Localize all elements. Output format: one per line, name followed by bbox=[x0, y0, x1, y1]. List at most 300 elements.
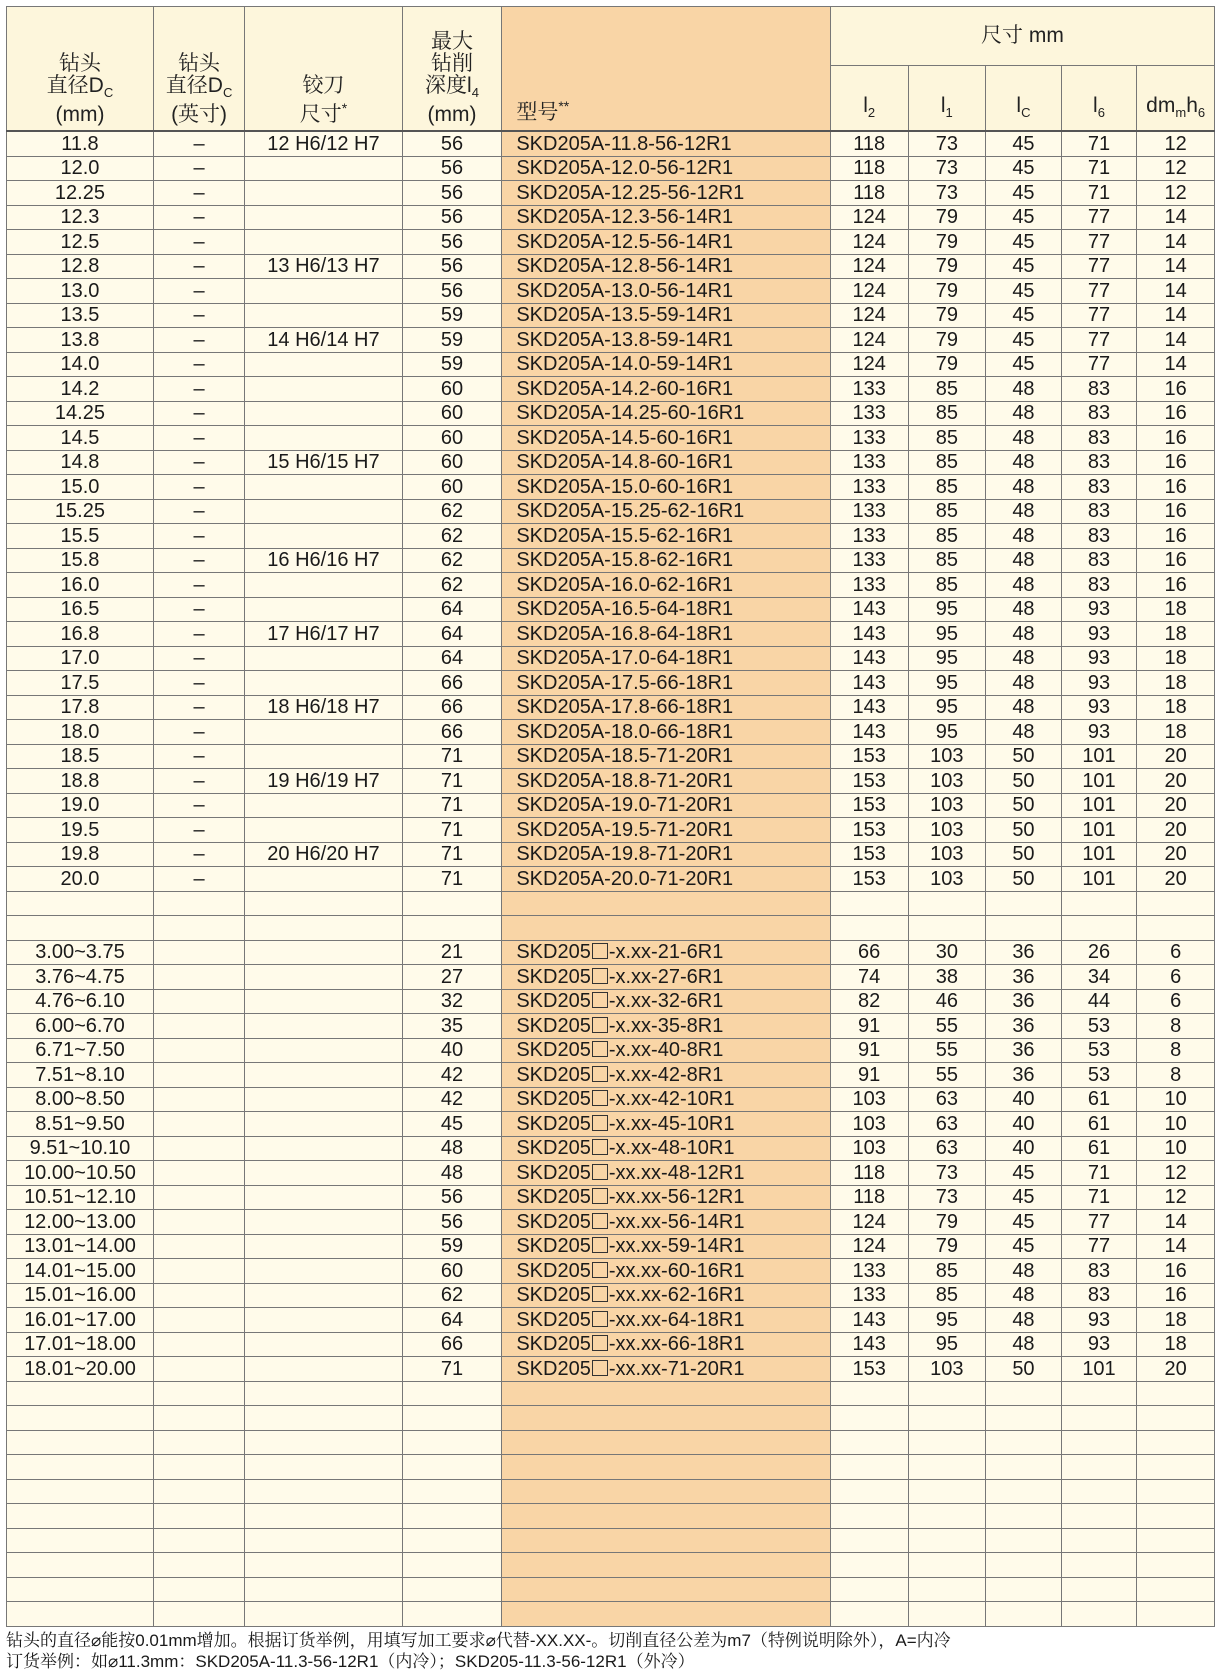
table-cell bbox=[245, 499, 402, 524]
table-cell: – bbox=[153, 426, 244, 451]
table-cell: 118 bbox=[830, 181, 908, 206]
table-cell bbox=[245, 671, 402, 696]
table-cell: 83 bbox=[1061, 450, 1137, 475]
table-cell bbox=[908, 1528, 986, 1553]
table-cell bbox=[245, 965, 402, 990]
table-cell bbox=[7, 1577, 154, 1602]
table-cell: 50 bbox=[986, 769, 1062, 794]
table-row bbox=[7, 597, 1215, 622]
table-cell: 17 H6/17 H7 bbox=[245, 622, 402, 647]
table-cell: 124 bbox=[830, 1210, 908, 1235]
table-cell bbox=[986, 891, 1062, 916]
table-cell: SKD205A-20.0-71-20R1 bbox=[502, 867, 831, 892]
table-cell bbox=[1061, 1504, 1137, 1529]
table-cell: 66 bbox=[402, 671, 502, 696]
table-cell: 14 bbox=[1137, 1234, 1215, 1259]
table-cell: 20 bbox=[1137, 769, 1215, 794]
table-cell: SKD205A-13.0-56-14R1 bbox=[502, 279, 831, 304]
table-cell: 93 bbox=[1061, 1308, 1137, 1333]
table-cell: 10 bbox=[1137, 1112, 1215, 1137]
table-cell bbox=[153, 1283, 244, 1308]
table-cell: 20 bbox=[1137, 744, 1215, 769]
empty-row bbox=[7, 891, 1215, 916]
table-cell bbox=[986, 1381, 1062, 1406]
table-cell bbox=[153, 1381, 244, 1406]
table-cell: 73 bbox=[908, 156, 986, 181]
table-cell: SKD205A-15.25-62-16R1 bbox=[502, 499, 831, 524]
table-cell: 17.01~18.00 bbox=[7, 1332, 154, 1357]
table-cell bbox=[1061, 1381, 1137, 1406]
table-cell: 56 bbox=[402, 230, 502, 255]
table-cell: 53 bbox=[1061, 1063, 1137, 1088]
table-cell: 62 bbox=[402, 524, 502, 549]
table-cell: 118 bbox=[830, 1161, 908, 1186]
table-cell: 133 bbox=[830, 475, 908, 500]
model-prefix: SKD205 bbox=[516, 965, 591, 988]
table-cell: 83 bbox=[1061, 377, 1137, 402]
placeholder-box-icon bbox=[592, 992, 608, 1008]
table-cell: 12.0 bbox=[7, 156, 154, 181]
table-cell: 40 bbox=[986, 1112, 1062, 1137]
table-cell: SKD205A-19.5-71-20R1 bbox=[502, 818, 831, 843]
table-cell bbox=[245, 1063, 402, 1088]
model-prefix: SKD205 bbox=[516, 941, 591, 964]
table-cell: 16 bbox=[1137, 450, 1215, 475]
table-cell bbox=[908, 1381, 986, 1406]
table-cell bbox=[153, 1210, 244, 1235]
header-text: (mm) bbox=[55, 103, 105, 126]
table-cell bbox=[1137, 1528, 1215, 1553]
table-cell: 13.01~14.00 bbox=[7, 1234, 154, 1259]
table-cell: 124 bbox=[830, 352, 908, 377]
table-cell: SKD205A-11.8-56-12R1 bbox=[502, 131, 831, 156]
table-cell bbox=[502, 1136, 831, 1161]
table-cell: 14 bbox=[1137, 230, 1215, 255]
table-cell bbox=[908, 1504, 986, 1529]
model-suffix: -x.xx-45-10R1 bbox=[608, 1112, 735, 1135]
empty-row bbox=[7, 1406, 1215, 1431]
table-cell: 79 bbox=[908, 1234, 986, 1259]
table-cell: 16 bbox=[1137, 573, 1215, 598]
table-cell: 83 bbox=[1061, 1259, 1137, 1284]
table-cell: – bbox=[153, 524, 244, 549]
table-cell: 12 bbox=[1137, 131, 1215, 156]
table-row bbox=[7, 573, 1215, 598]
table-cell: 77 bbox=[1061, 352, 1137, 377]
table-cell bbox=[908, 1430, 986, 1455]
table-cell bbox=[502, 1455, 831, 1480]
table-cell: 14 bbox=[1137, 1210, 1215, 1235]
table-cell bbox=[908, 891, 986, 916]
table-cell: 64 bbox=[402, 646, 502, 671]
table-row bbox=[7, 1210, 1215, 1235]
table-cell: 101 bbox=[1061, 818, 1137, 843]
header-star: * bbox=[341, 100, 348, 116]
placeholder-box-icon bbox=[592, 1164, 608, 1180]
table-cell bbox=[502, 916, 831, 941]
header-text: 钻削 bbox=[430, 51, 473, 75]
table-cell: 83 bbox=[1061, 548, 1137, 573]
table-cell: 64 bbox=[402, 597, 502, 622]
table-cell: – bbox=[153, 303, 244, 328]
model-prefix: SKD205 bbox=[516, 1088, 591, 1111]
table-cell bbox=[830, 1430, 908, 1455]
table-cell: 71 bbox=[402, 744, 502, 769]
table-cell: 45 bbox=[402, 1112, 502, 1137]
table-cell: 50 bbox=[986, 867, 1062, 892]
table-cell: 48 bbox=[986, 671, 1062, 696]
header-sub: C bbox=[1021, 105, 1031, 120]
table-cell bbox=[1137, 1406, 1215, 1431]
table-cell: 85 bbox=[908, 426, 986, 451]
table-cell: SKD205A-14.0-59-14R1 bbox=[502, 352, 831, 377]
table-cell: 133 bbox=[830, 377, 908, 402]
table-cell: 63 bbox=[908, 1112, 986, 1137]
table-cell bbox=[153, 1063, 244, 1088]
table-cell: 66 bbox=[402, 695, 502, 720]
table-cell: 50 bbox=[986, 818, 1062, 843]
table-row bbox=[7, 1283, 1215, 1308]
empty-row bbox=[7, 1577, 1215, 1602]
table-cell: 60 bbox=[402, 475, 502, 500]
table-row bbox=[7, 744, 1215, 769]
table-cell: 66 bbox=[402, 720, 502, 745]
model-prefix: SKD205 bbox=[516, 1284, 591, 1307]
table-cell bbox=[153, 1161, 244, 1186]
table-row bbox=[7, 965, 1215, 990]
header-drill-diameter-mm bbox=[7, 7, 154, 132]
table-cell bbox=[986, 1602, 1062, 1627]
table-cell bbox=[502, 1332, 831, 1357]
header-sub: 2 bbox=[867, 105, 876, 120]
table-cell: 77 bbox=[1061, 1210, 1137, 1235]
placeholder-box-icon bbox=[592, 1286, 608, 1302]
table-cell: 45 bbox=[986, 205, 1062, 230]
table-cell: 143 bbox=[830, 1332, 908, 1357]
model-suffix: -xx.xx-48-12R1 bbox=[608, 1161, 745, 1184]
table-cell bbox=[502, 989, 831, 1014]
table-cell: 103 bbox=[908, 744, 986, 769]
table-cell: 8 bbox=[1137, 1014, 1215, 1039]
table-cell bbox=[7, 1602, 154, 1627]
table-row bbox=[7, 328, 1215, 353]
table-cell bbox=[502, 1406, 831, 1431]
table-cell bbox=[502, 1112, 831, 1137]
table-cell: 95 bbox=[908, 646, 986, 671]
table-cell: 14 bbox=[1137, 279, 1215, 304]
table-cell: 3.76~4.75 bbox=[7, 965, 154, 990]
table-cell bbox=[908, 1455, 986, 1480]
table-cell: 42 bbox=[402, 1087, 502, 1112]
table-cell: 36 bbox=[986, 965, 1062, 990]
table-cell bbox=[245, 205, 402, 230]
table-cell: 15.5 bbox=[7, 524, 154, 549]
table-cell: 6 bbox=[1137, 989, 1215, 1014]
table-cell: 45 bbox=[986, 352, 1062, 377]
table-cell bbox=[245, 1112, 402, 1137]
model-prefix: SKD205 bbox=[516, 1112, 591, 1135]
table-cell: 85 bbox=[908, 548, 986, 573]
table-cell bbox=[153, 1259, 244, 1284]
table-cell: 77 bbox=[1061, 205, 1137, 230]
table-cell: 133 bbox=[830, 426, 908, 451]
table-cell bbox=[402, 916, 502, 941]
table-cell bbox=[830, 916, 908, 941]
table-cell: 16 bbox=[1137, 548, 1215, 573]
table-cell: SKD205A-15.0-60-16R1 bbox=[502, 475, 831, 500]
table-cell: 103 bbox=[908, 842, 986, 867]
table-row bbox=[7, 352, 1215, 377]
table-cell: – bbox=[153, 720, 244, 745]
table-cell: 62 bbox=[402, 1283, 502, 1308]
table-cell: 11.8 bbox=[7, 131, 154, 156]
table-cell: 20 bbox=[1137, 793, 1215, 818]
table-cell: 55 bbox=[908, 1014, 986, 1039]
table-cell: 153 bbox=[830, 818, 908, 843]
table-cell: 133 bbox=[830, 548, 908, 573]
table-cell: 77 bbox=[1061, 279, 1137, 304]
header-text: dm bbox=[1146, 93, 1176, 117]
table-cell bbox=[245, 1308, 402, 1333]
table-header bbox=[7, 7, 1215, 132]
table-cell bbox=[502, 1038, 831, 1063]
table-cell: 16 bbox=[1137, 377, 1215, 402]
table-cell: 8.00~8.50 bbox=[7, 1087, 154, 1112]
table-cell: 16 bbox=[1137, 524, 1215, 549]
table-cell: 95 bbox=[908, 597, 986, 622]
table-cell bbox=[986, 1479, 1062, 1504]
table-row bbox=[7, 279, 1215, 304]
table-cell: 48 bbox=[986, 548, 1062, 573]
table-cell: 17.0 bbox=[7, 646, 154, 671]
table-cell: 48 bbox=[986, 646, 1062, 671]
table-cell bbox=[153, 1185, 244, 1210]
table-cell bbox=[1061, 1528, 1137, 1553]
table-cell: 7.51~8.10 bbox=[7, 1063, 154, 1088]
table-cell: 93 bbox=[1061, 646, 1137, 671]
table-cell: 40 bbox=[986, 1087, 1062, 1112]
table-cell: 14.01~15.00 bbox=[7, 1259, 154, 1284]
table-cell: 83 bbox=[1061, 499, 1137, 524]
table-cell: 14.25 bbox=[7, 401, 154, 426]
table-cell: 10.00~10.50 bbox=[7, 1161, 154, 1186]
table-cell: – bbox=[153, 254, 244, 279]
table-cell: 6.00~6.70 bbox=[7, 1014, 154, 1039]
table-cell bbox=[153, 1234, 244, 1259]
table-cell: – bbox=[153, 328, 244, 353]
table-cell bbox=[502, 1357, 831, 1382]
table-cell: SKD205A-16.0-62-16R1 bbox=[502, 573, 831, 598]
table-cell bbox=[502, 1430, 831, 1455]
table-cell: 14.5 bbox=[7, 426, 154, 451]
table-cell: 124 bbox=[830, 303, 908, 328]
table-cell: 14 bbox=[1137, 205, 1215, 230]
table-cell: 133 bbox=[830, 499, 908, 524]
table-cell: 85 bbox=[908, 1259, 986, 1284]
table-cell bbox=[1061, 1430, 1137, 1455]
table-cell bbox=[1137, 916, 1215, 941]
table-cell: SKD205A-12.25-56-12R1 bbox=[502, 181, 831, 206]
table-cell bbox=[986, 1553, 1062, 1578]
model-suffix: -x.xx-21-6R1 bbox=[608, 941, 724, 964]
table-cell: 18.01~20.00 bbox=[7, 1357, 154, 1382]
table-cell: 56 bbox=[402, 1185, 502, 1210]
table-cell bbox=[502, 1087, 831, 1112]
table-cell bbox=[986, 1528, 1062, 1553]
table-cell: 20.0 bbox=[7, 867, 154, 892]
table-cell bbox=[245, 1283, 402, 1308]
table-cell: 10 bbox=[1137, 1136, 1215, 1161]
table-cell bbox=[245, 1185, 402, 1210]
header-text: l bbox=[940, 93, 946, 117]
table-cell: SKD205A-14.25-60-16R1 bbox=[502, 401, 831, 426]
table-cell: 93 bbox=[1061, 720, 1137, 745]
table-cell bbox=[402, 1455, 502, 1480]
table-cell bbox=[402, 1479, 502, 1504]
table-cell: 16 bbox=[1137, 426, 1215, 451]
table-cell: 124 bbox=[830, 230, 908, 255]
table-cell: 45 bbox=[986, 156, 1062, 181]
table-cell bbox=[245, 426, 402, 451]
table-cell: 15.01~16.00 bbox=[7, 1283, 154, 1308]
model-suffix: -xx.xx-60-16R1 bbox=[608, 1259, 745, 1282]
table-row bbox=[7, 131, 1215, 156]
placeholder-box-icon bbox=[592, 1066, 608, 1082]
table-cell: 103 bbox=[830, 1087, 908, 1112]
empty-row bbox=[7, 1553, 1215, 1578]
table-cell bbox=[245, 401, 402, 426]
table-cell bbox=[1061, 1479, 1137, 1504]
empty-row bbox=[7, 1602, 1215, 1627]
table-cell bbox=[908, 916, 986, 941]
header-lc bbox=[986, 66, 1062, 132]
table-cell: 14.2 bbox=[7, 377, 154, 402]
table-cell: 79 bbox=[908, 254, 986, 279]
table-cell bbox=[153, 1406, 244, 1431]
table-row bbox=[7, 377, 1215, 402]
table-cell bbox=[7, 1430, 154, 1455]
table-row bbox=[7, 156, 1215, 181]
table-cell bbox=[1137, 1381, 1215, 1406]
table-cell: 45 bbox=[986, 1185, 1062, 1210]
table-cell: SKD205A-18.5-71-20R1 bbox=[502, 744, 831, 769]
table-cell: 18.5 bbox=[7, 744, 154, 769]
table-cell: 48 bbox=[986, 622, 1062, 647]
table-cell: 56 bbox=[402, 131, 502, 156]
table-cell: 45 bbox=[986, 230, 1062, 255]
table-cell: 79 bbox=[908, 1210, 986, 1235]
table-cell bbox=[7, 891, 154, 916]
table-cell bbox=[153, 1112, 244, 1137]
product-table-sheet bbox=[6, 6, 1215, 1627]
table-cell: 56 bbox=[402, 279, 502, 304]
table-cell: 83 bbox=[1061, 475, 1137, 500]
table-cell: 85 bbox=[908, 573, 986, 598]
table-cell bbox=[245, 1577, 402, 1602]
table-cell bbox=[502, 1234, 831, 1259]
footnote bbox=[6, 1630, 951, 1672]
table-cell: 93 bbox=[1061, 671, 1137, 696]
table-cell bbox=[245, 1234, 402, 1259]
table-cell: 60 bbox=[402, 426, 502, 451]
table-cell: 12.5 bbox=[7, 230, 154, 255]
table-cell bbox=[502, 1283, 831, 1308]
table-cell: 73 bbox=[908, 181, 986, 206]
table-cell: 10 bbox=[1137, 1087, 1215, 1112]
header-model bbox=[502, 7, 831, 132]
table-row bbox=[7, 769, 1215, 794]
table-cell: 85 bbox=[908, 1283, 986, 1308]
table-cell: 83 bbox=[1061, 401, 1137, 426]
table-cell: 77 bbox=[1061, 303, 1137, 328]
table-cell: 20 H6/20 H7 bbox=[245, 842, 402, 867]
table-cell bbox=[245, 1210, 402, 1235]
table-cell: 36 bbox=[986, 1063, 1062, 1088]
model-prefix: SKD205 bbox=[516, 1210, 591, 1233]
table-cell: 12 bbox=[1137, 156, 1215, 181]
table-cell: SKD205A-12.0-56-12R1 bbox=[502, 156, 831, 181]
table-cell bbox=[1137, 1504, 1215, 1529]
table-cell: 12.3 bbox=[7, 205, 154, 230]
table-cell bbox=[245, 1087, 402, 1112]
table-cell: 133 bbox=[830, 1283, 908, 1308]
table-cell: 40 bbox=[402, 1038, 502, 1063]
table-cell: 64 bbox=[402, 1308, 502, 1333]
table-cell: 26 bbox=[1061, 940, 1137, 965]
table-cell bbox=[245, 867, 402, 892]
model-suffix: -x.xx-48-10R1 bbox=[608, 1137, 735, 1160]
table-cell bbox=[153, 1430, 244, 1455]
table-cell: SKD205A-14.2-60-16R1 bbox=[502, 377, 831, 402]
table-cell: 103 bbox=[830, 1112, 908, 1137]
table-cell bbox=[153, 1577, 244, 1602]
table-cell: 16 bbox=[1137, 401, 1215, 426]
table-cell bbox=[830, 1455, 908, 1480]
table-row bbox=[7, 842, 1215, 867]
table-cell: SKD205A-15.5-62-16R1 bbox=[502, 524, 831, 549]
table-cell: 61 bbox=[1061, 1087, 1137, 1112]
table-cell bbox=[402, 1602, 502, 1627]
model-suffix: -xx.xx-56-12R1 bbox=[608, 1186, 745, 1209]
table-cell: 15.0 bbox=[7, 475, 154, 500]
table-cell: 61 bbox=[1061, 1112, 1137, 1137]
table-cell bbox=[502, 1308, 831, 1333]
table-cell: 60 bbox=[402, 450, 502, 475]
placeholder-box-icon bbox=[592, 1017, 608, 1033]
table-cell: 60 bbox=[402, 401, 502, 426]
table-cell: 45 bbox=[986, 131, 1062, 156]
table-cell: 82 bbox=[830, 989, 908, 1014]
table-cell bbox=[153, 1553, 244, 1578]
table-cell: 48 bbox=[986, 475, 1062, 500]
table-cell: 64 bbox=[402, 622, 502, 647]
table-row bbox=[7, 1185, 1215, 1210]
table-cell: 45 bbox=[986, 254, 1062, 279]
table-cell: 118 bbox=[830, 131, 908, 156]
table-cell bbox=[245, 891, 402, 916]
empty-row bbox=[7, 1455, 1215, 1480]
table-cell: 48 bbox=[986, 1332, 1062, 1357]
table-cell bbox=[245, 377, 402, 402]
table-cell: 71 bbox=[402, 867, 502, 892]
table-cell: 118 bbox=[830, 156, 908, 181]
table-cell bbox=[502, 1602, 831, 1627]
header-sub: 4 bbox=[471, 85, 479, 100]
header-max-depth bbox=[402, 7, 502, 132]
table-cell: 124 bbox=[830, 328, 908, 353]
table-cell: 77 bbox=[1061, 254, 1137, 279]
header-l2 bbox=[830, 66, 908, 132]
